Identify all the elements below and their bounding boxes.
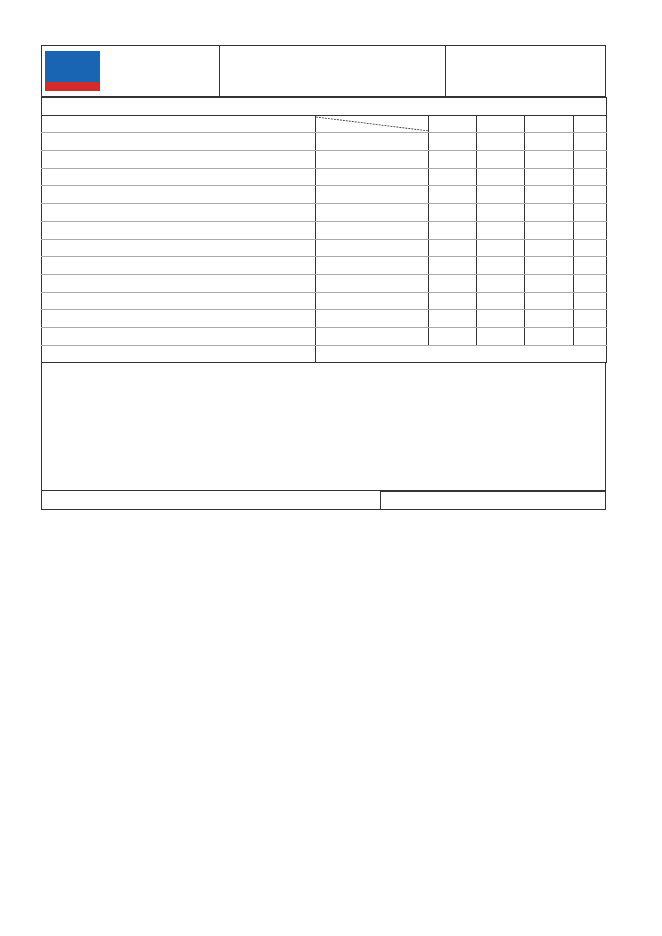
op-unit <box>284 133 316 151</box>
op-value <box>185 133 284 151</box>
op-a <box>477 292 525 310</box>
op-a <box>477 274 525 292</box>
op-unit <box>574 204 607 222</box>
op-normal <box>429 239 477 257</box>
op-label <box>42 310 173 328</box>
op-unit <box>574 274 607 292</box>
op-label <box>42 186 173 204</box>
col-head <box>574 115 607 133</box>
op-unit <box>284 151 316 169</box>
op-label <box>42 168 173 186</box>
project-cell <box>446 46 605 96</box>
logo-cell <box>42 46 220 96</box>
company-logo <box>45 51 100 91</box>
op-colon <box>173 274 185 292</box>
operating-row <box>42 327 607 345</box>
op-unit <box>284 292 316 310</box>
op-right-label <box>316 168 429 186</box>
op-colon <box>173 310 185 328</box>
op-colon <box>173 186 185 204</box>
col-head <box>477 115 525 133</box>
op-right-label <box>316 221 429 239</box>
op-colon <box>173 204 185 222</box>
operating-row <box>42 292 607 310</box>
op-a <box>477 327 525 345</box>
op-value <box>185 310 284 328</box>
op-label <box>42 257 173 275</box>
op-normal <box>429 186 477 204</box>
op-value <box>185 274 284 292</box>
op-b <box>525 221 574 239</box>
op-label <box>42 239 173 257</box>
operating-row <box>42 257 607 275</box>
op-b <box>525 274 574 292</box>
op-value <box>185 204 284 222</box>
mech-title-row <box>42 345 607 363</box>
col-head <box>525 115 574 133</box>
op-colon <box>173 292 185 310</box>
op-normal <box>429 327 477 345</box>
op-normal <box>429 221 477 239</box>
operating-title <box>42 98 607 116</box>
material-title <box>316 345 607 363</box>
op-b <box>525 292 574 310</box>
operating-row <box>42 310 607 328</box>
op-a <box>477 133 525 151</box>
op-colon <box>173 115 185 133</box>
op-unit <box>284 168 316 186</box>
op-normal <box>429 274 477 292</box>
op-a <box>477 186 525 204</box>
op-a <box>477 221 525 239</box>
logo-subtext <box>45 82 100 91</box>
op-unit <box>574 221 607 239</box>
op-colon <box>173 221 185 239</box>
footer <box>41 491 606 510</box>
op-a <box>477 257 525 275</box>
op-value <box>185 115 284 133</box>
op-unit <box>574 168 607 186</box>
op-label <box>42 204 173 222</box>
op-right-label <box>316 133 429 151</box>
op-unit <box>284 310 316 328</box>
col-head <box>429 115 477 133</box>
op-value <box>185 239 284 257</box>
op-unit <box>284 257 316 275</box>
op-right-label <box>316 239 429 257</box>
operating-row <box>42 204 607 222</box>
op-colon <box>173 168 185 186</box>
data-sheet <box>41 45 606 510</box>
op-right-label <box>316 204 429 222</box>
operating-row <box>42 239 607 257</box>
op-unit <box>284 239 316 257</box>
operating-row <box>42 151 607 169</box>
op-unit <box>574 292 607 310</box>
mechanical-title <box>42 345 316 363</box>
op-b <box>525 133 574 151</box>
main-table <box>41 97 607 363</box>
op-label <box>42 115 173 133</box>
header <box>41 45 606 97</box>
op-right-label <box>316 274 429 292</box>
op-unit <box>284 186 316 204</box>
operating-header-row <box>42 115 607 133</box>
sheet-title <box>219 46 445 56</box>
op-normal <box>429 310 477 328</box>
sheet-number-box <box>380 491 606 509</box>
op-unit <box>284 115 316 133</box>
op-right-label <box>316 151 429 169</box>
op-unit <box>574 186 607 204</box>
op-label <box>42 133 173 151</box>
title-cell <box>219 46 446 96</box>
op-b <box>525 204 574 222</box>
op-unit <box>284 204 316 222</box>
op-label <box>42 221 173 239</box>
op-right-label <box>316 310 429 328</box>
op-unit <box>284 221 316 239</box>
op-b <box>525 168 574 186</box>
op-normal <box>429 133 477 151</box>
op-colon <box>173 257 185 275</box>
op-label <box>42 292 173 310</box>
op-value <box>185 292 284 310</box>
op-label <box>42 151 173 169</box>
op-b <box>525 186 574 204</box>
op-b <box>525 257 574 275</box>
operating-row <box>42 133 607 151</box>
op-colon <box>173 151 185 169</box>
op-unit <box>574 310 607 328</box>
op-b <box>525 310 574 328</box>
op-b <box>525 151 574 169</box>
op-a <box>477 151 525 169</box>
op-right-label <box>316 257 429 275</box>
op-b <box>525 327 574 345</box>
op-value <box>185 221 284 239</box>
op-a <box>477 310 525 328</box>
op-b <box>525 239 574 257</box>
op-label <box>42 274 173 292</box>
op-unit <box>574 239 607 257</box>
op-value <box>185 186 284 204</box>
op-empty <box>42 327 316 345</box>
op-unit <box>574 327 607 345</box>
op-a <box>477 239 525 257</box>
op-a <box>477 168 525 186</box>
op-unit <box>284 274 316 292</box>
operating-row <box>42 186 607 204</box>
op-right-label <box>316 186 429 204</box>
op-value <box>185 257 284 275</box>
operating-row <box>42 168 607 186</box>
op-right-label <box>316 327 429 345</box>
op-colon <box>173 133 185 151</box>
operating-row <box>42 221 607 239</box>
op-unit <box>574 257 607 275</box>
op-normal <box>429 151 477 169</box>
op-unit <box>574 151 607 169</box>
diagonal-line <box>316 116 429 132</box>
diagonal-cell <box>316 115 429 133</box>
notes-area <box>41 363 606 491</box>
op-value <box>185 168 284 186</box>
op-normal <box>429 168 477 186</box>
op-colon <box>173 239 185 257</box>
op-normal <box>429 292 477 310</box>
op-normal <box>429 204 477 222</box>
operating-row <box>42 274 607 292</box>
op-a <box>477 204 525 222</box>
op-normal <box>429 257 477 275</box>
op-value <box>185 151 284 169</box>
op-unit <box>574 133 607 151</box>
op-right-label <box>316 292 429 310</box>
